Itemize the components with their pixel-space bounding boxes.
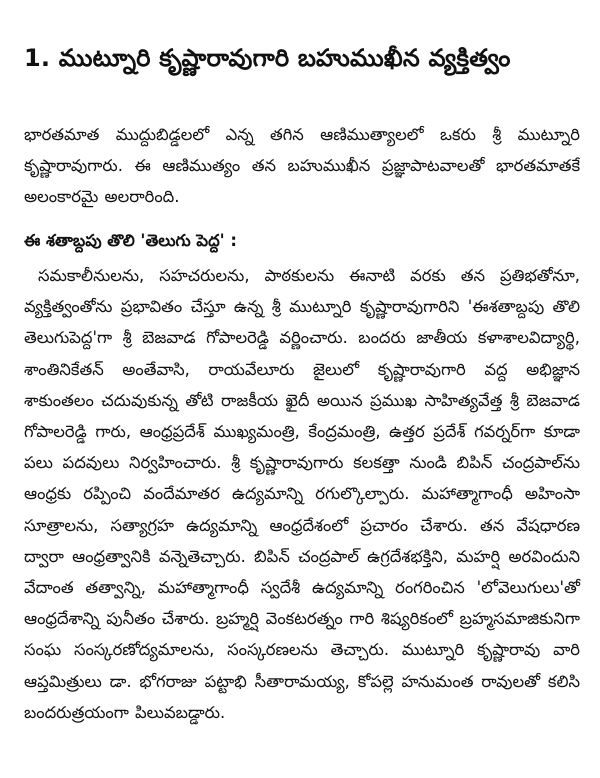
intro-paragraph: భారతమాత ముద్దుబిడ్డలలో ఎన్న తగిన ఆణిముత్యాలలో ఒకరు శ్రీ ముట్నూరి కృష్ణారావుగారు. ఈ ఆణిముత్యం తన బహుముఖీన ప్రజ్ఞాపాటవాలతో భారతమాతకే అలంకారమై అలరారింది. xyxy=(24,125,580,207)
body-paragraph: సమకాలీనులను, సహచరులను, పాఠకులను ఈనాటి వరకు తన ప్రతిభతోనూ, వ్యక్తిత్వంతోను ప్రభావితం చేస్తూ ఉన్న శ్రీ ముట్నూరి కృష్ణారావుగారిని 'ఈశతాబ్దపు తొలి తెలుగుపెద్ద'గా శ్రీ బెజవాడ గోపాలరెడ్డి వర్ణించారు. బందరు జాతీయ కళాశాలవిద్యార్థి, శాంతినికేతన్ అంతేవాసి, రాయవేలూరు జైలులో కృష్ణారావుగారి వద్ద అభిజ్ఞాన శాకుంతలం చదువుకున్న తోటి రాజకీయ ఖైదీ అయిన ప్రముఖ సాహిత్యవేత్త శ్రీ బెజవాడ గోపాలరెడ్డి గారు, ఆంధ్రప్రదేశ్ ముఖ్యమంత్రి, కేంద్రమంత్రి, ఉత్తర ప్రదేశ్ గవర్నర్‌గా కూడా పలు పదవులు నిర్వహించారు. శ్రీ కృష్ణారావుగారు కలకత్తా నుండి బిపిన్ చంద్రపాల్‌ను ఆంధ్రకు రప్పించి వందేమాతర ఉద్యమాన్ని రగుల్కొల్పారు. మహాత్మాగాంధీ అహింసా సూత్రాలను, సత్యాగ్రహ ఉద్యమాన్ని ఆంధ్రదేశంలో ప్రచారం చేశారు. తన వేషధారణ ద్వారా ఆంధ్రత్వానికి వన్నెతెచ్చారు. బిపిన్ చంద్రపాల్ ఉగ్రదేశభక్తిని, మహర్షి అరవిందుని వేదాంత తత్వాన్ని, మహాత్మాగాంధీ స్వదేశీ ఉద్యమాన్ని రంగరించిన 'లోవెలుగులు'తో ఆంధ్రదేశాన్ని పునీతం చేశారు. బ్రహ్మర్షి వెంకటరత్నం గారి శిష్యరికంలో బ్రహ్మసమాజికునిగా సంఘ సంస్కరణోద్యమాలను, సంస్కరణలను తెచ్చారు. ముట్నూరి కృష్ణారావు వారి ఆప్తమిత్రులు డా. భోగరాజు పట్టాభి సీతారామయ్య, కోపల్లె హనుమంత రావులతో కలిసి బందరుత్రయంగా పిలువబడ్డారు. xyxy=(24,266,580,722)
section-heading: ఈ శతాబ్దపు తొలి 'తెలుగు పెద్ద' : xyxy=(24,231,237,250)
chapter-title: 1. ముట్నూరి కృష్ణారావుగారి బహుముఖీన వ్యక్తిత్వం xyxy=(24,44,511,72)
